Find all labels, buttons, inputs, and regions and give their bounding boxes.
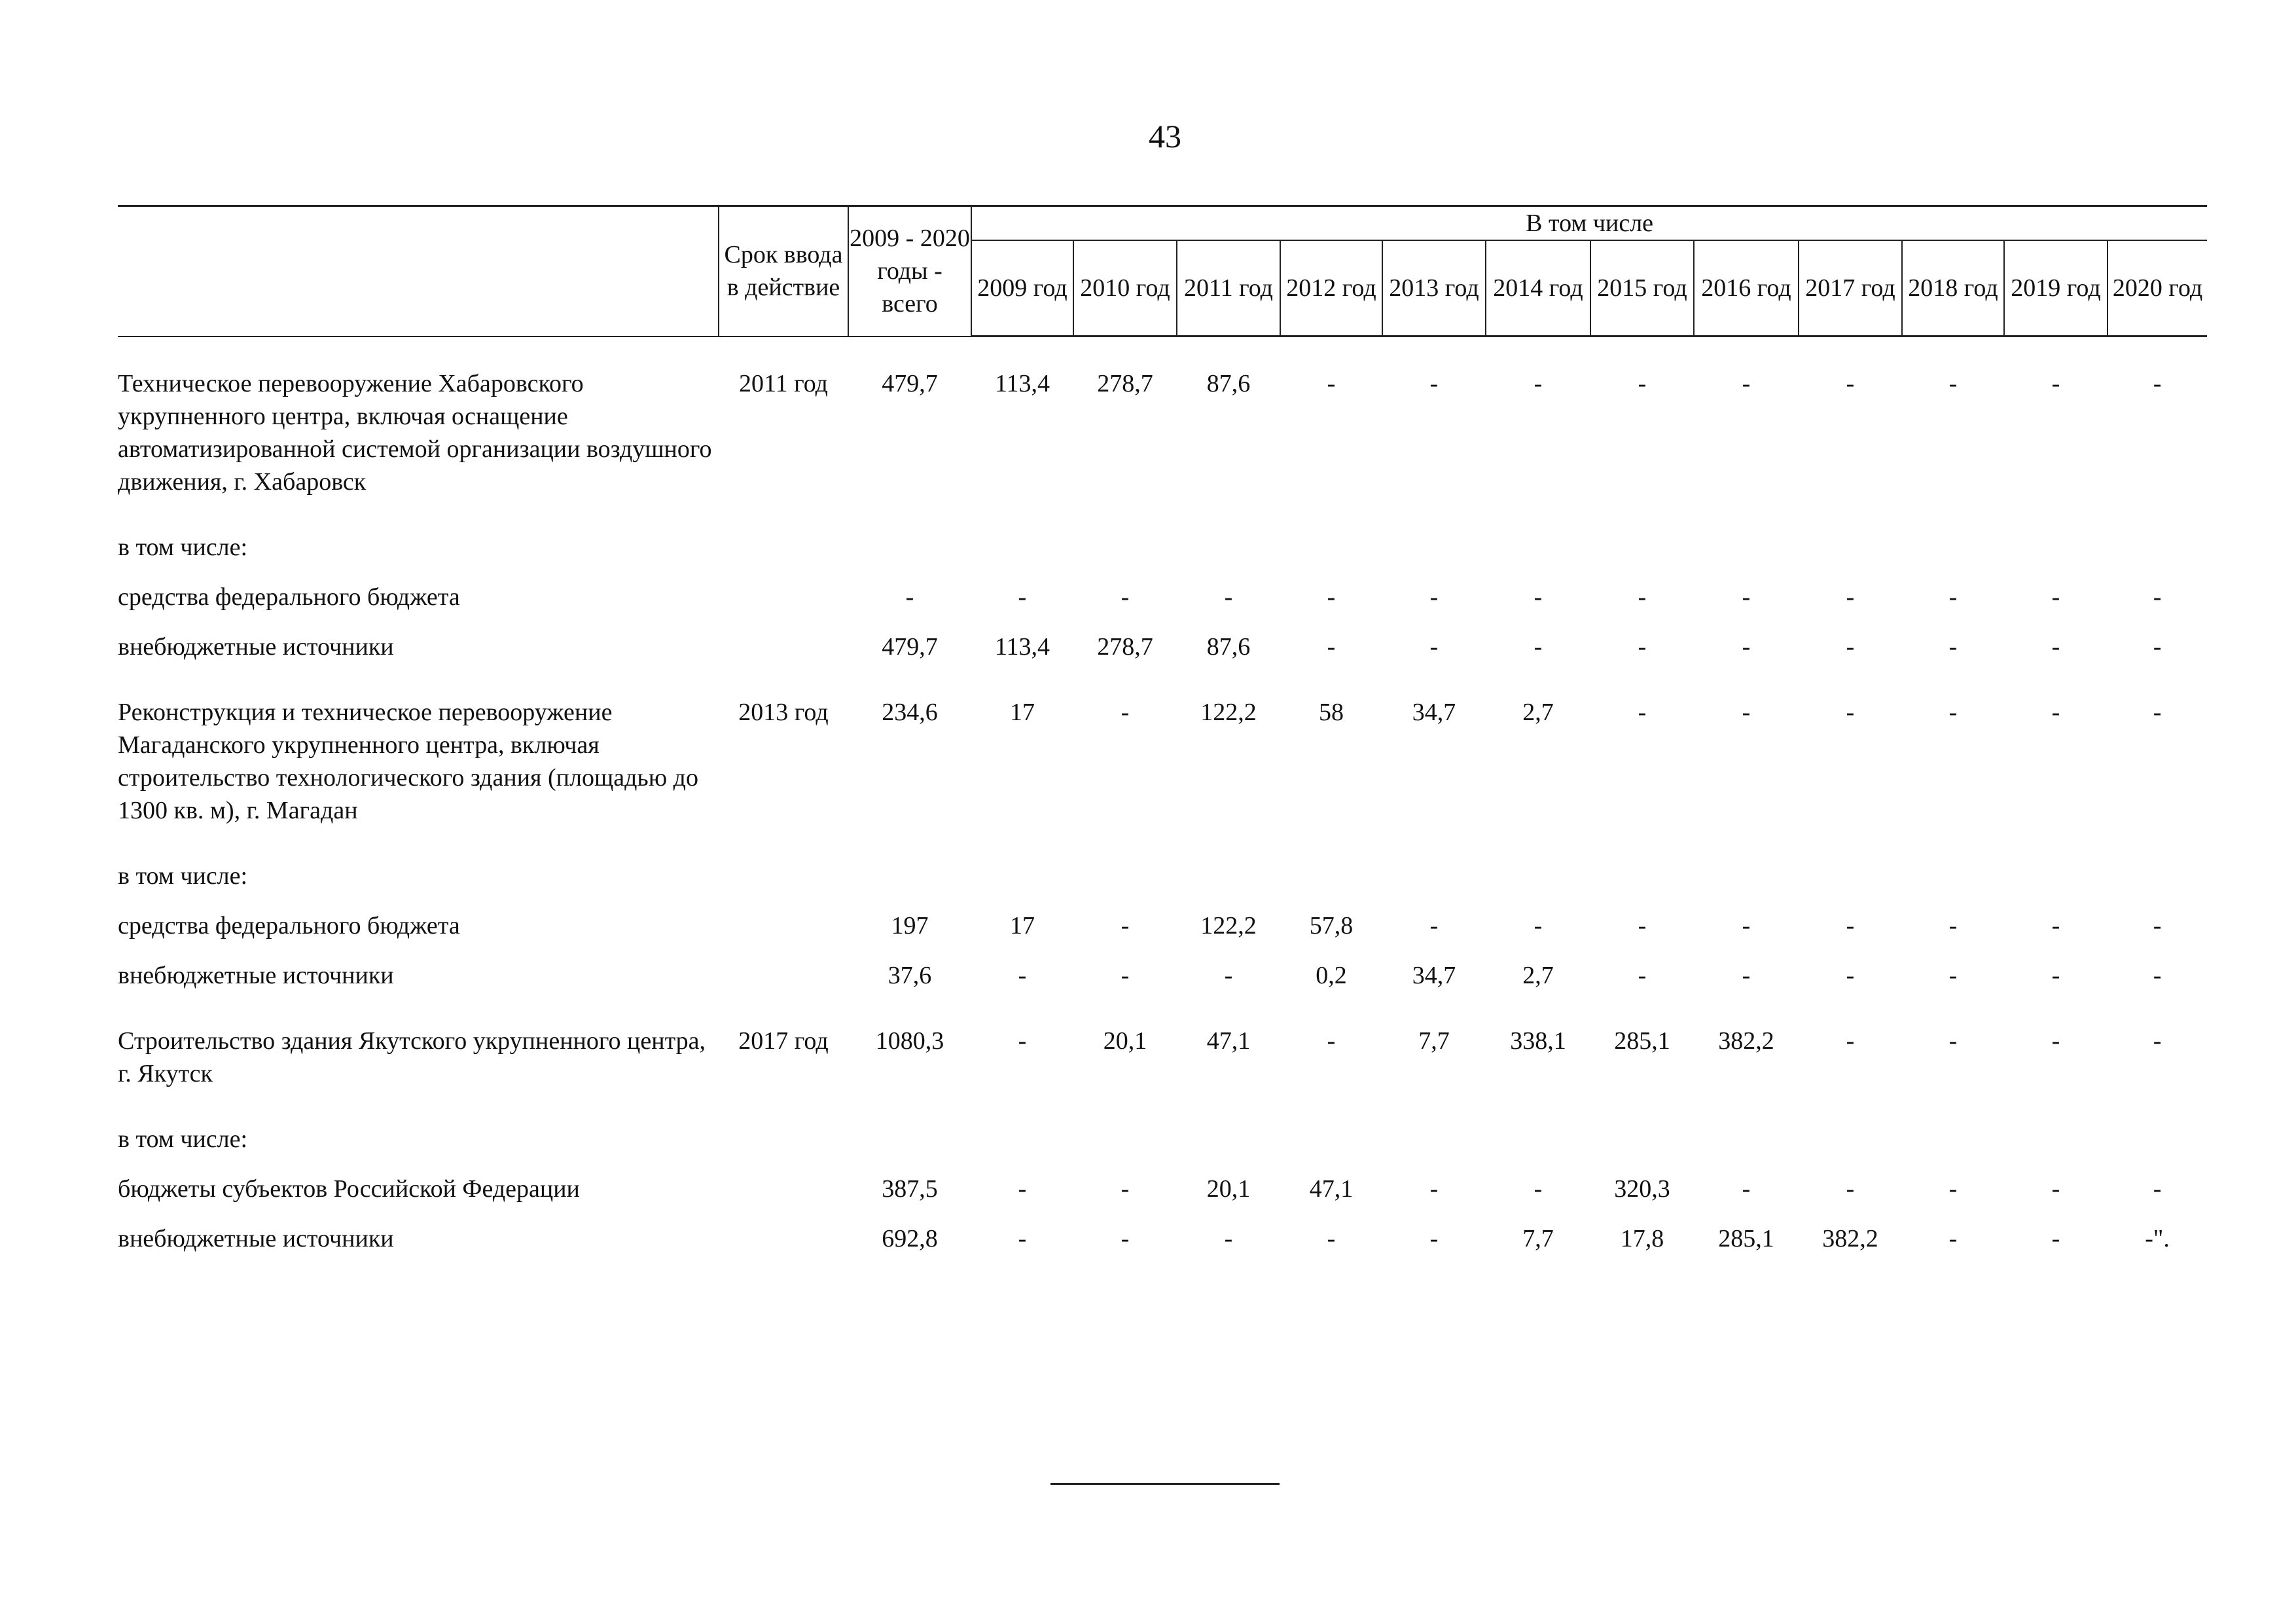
year-value: 34,7 bbox=[1412, 962, 1456, 989]
year-value: 0,2 bbox=[1316, 962, 1347, 989]
empty-cell bbox=[1486, 1123, 1590, 1156]
year-value: - bbox=[1534, 370, 1543, 397]
table-row bbox=[118, 531, 2207, 564]
row-total: 197 bbox=[891, 912, 929, 939]
empty-cell bbox=[1799, 1123, 1902, 1156]
year-value: - bbox=[2153, 583, 2162, 611]
empty-cell bbox=[1694, 531, 1799, 564]
year-value: - bbox=[1429, 633, 1439, 661]
row-srok: 2017 год bbox=[738, 1027, 829, 1055]
year-value: - bbox=[1638, 370, 1647, 397]
year-value: - bbox=[1948, 912, 1958, 939]
header-year: 2015 год bbox=[1590, 240, 1694, 337]
year-value: - bbox=[1948, 1225, 1958, 1252]
year-value: - bbox=[1846, 962, 1855, 989]
header-blank-cell bbox=[118, 206, 719, 337]
year-value: 47,1 bbox=[1206, 1027, 1251, 1055]
row-spacer bbox=[118, 827, 2207, 860]
empty-cell bbox=[1177, 860, 1280, 892]
row-total: 234,6 bbox=[882, 699, 938, 726]
table-row bbox=[118, 1123, 2207, 1156]
row-spacer bbox=[118, 892, 2207, 909]
investment-table bbox=[118, 205, 2207, 1255]
year-value: - bbox=[1327, 370, 1336, 397]
year-value: 34,7 bbox=[1412, 699, 1456, 726]
year-value: - bbox=[1121, 1175, 1130, 1203]
row-name: Строительство здания Якутского укрупненного центра, г. Якутск bbox=[118, 1027, 706, 1087]
year-value: - bbox=[2153, 699, 2162, 726]
year-value: 2,7 bbox=[1522, 962, 1554, 989]
row-spacer bbox=[118, 498, 2207, 531]
year-value: - bbox=[2153, 962, 2162, 989]
year-value: - bbox=[1846, 1175, 1855, 1203]
year-value: - bbox=[1638, 699, 1647, 726]
row-total: - bbox=[905, 583, 914, 611]
row-spacer bbox=[118, 992, 2207, 1025]
year-value: - bbox=[2051, 370, 2060, 397]
empty-cell bbox=[2108, 1123, 2207, 1156]
empty-cell bbox=[1177, 1123, 1280, 1156]
year-value: 17,8 bbox=[1620, 1225, 1664, 1252]
row-srok bbox=[719, 909, 848, 942]
empty-cell bbox=[971, 860, 1073, 892]
year-value: - bbox=[1948, 583, 1958, 611]
row-srok bbox=[719, 630, 848, 663]
year-value: - bbox=[1846, 912, 1855, 939]
year-value: - bbox=[1429, 912, 1439, 939]
year-value: - bbox=[1742, 962, 1751, 989]
year-value: 2,7 bbox=[1522, 699, 1554, 726]
year-value: 113,4 bbox=[994, 370, 1050, 397]
year-value: - bbox=[2051, 1225, 2060, 1252]
year-value: 113,4 bbox=[994, 633, 1050, 661]
year-value: - bbox=[2051, 1175, 2060, 1203]
table-row bbox=[118, 696, 2207, 827]
year-value: - bbox=[2051, 962, 2060, 989]
empty-cell bbox=[848, 860, 971, 892]
year-value: - bbox=[2051, 699, 2060, 726]
row-spacer bbox=[118, 1090, 2207, 1123]
year-value: - bbox=[1948, 962, 1958, 989]
year-value: - bbox=[2051, 583, 2060, 611]
year-value: 320,3 bbox=[1614, 1175, 1670, 1203]
year-value: - bbox=[1846, 370, 1855, 397]
empty-cell bbox=[719, 860, 848, 892]
year-value: 7,7 bbox=[1418, 1027, 1450, 1055]
year-value: - bbox=[1742, 912, 1751, 939]
year-value: 47,1 bbox=[1309, 1175, 1354, 1203]
year-value: - bbox=[1948, 1175, 1958, 1203]
row-name: внебюджетные источники bbox=[118, 1225, 394, 1252]
year-value: 382,2 bbox=[1718, 1027, 1774, 1055]
empty-cell bbox=[1694, 1123, 1799, 1156]
table-row bbox=[118, 1173, 2207, 1205]
header-year: 2020 год bbox=[2108, 240, 2207, 337]
year-value: 20,1 bbox=[1206, 1175, 1251, 1203]
year-value: - bbox=[1534, 583, 1543, 611]
header-year: 2010 год bbox=[1073, 240, 1177, 337]
empty-cell bbox=[2004, 1123, 2108, 1156]
year-value: - bbox=[2153, 1027, 2162, 1055]
row-srok bbox=[719, 581, 848, 613]
year-value: - bbox=[1948, 699, 1958, 726]
empty-cell bbox=[1694, 860, 1799, 892]
empty-cell bbox=[1590, 1123, 1694, 1156]
empty-cell bbox=[848, 531, 971, 564]
row-spacer bbox=[118, 613, 2207, 630]
row-srok: 2011 год bbox=[739, 370, 828, 397]
year-value: 87,6 bbox=[1206, 370, 1251, 397]
empty-cell bbox=[1382, 860, 1486, 892]
empty-cell bbox=[719, 531, 848, 564]
empty-cell bbox=[1280, 1123, 1382, 1156]
year-value: - bbox=[1846, 633, 1855, 661]
year-value: -". bbox=[2145, 1225, 2170, 1252]
empty-cell bbox=[971, 1123, 1073, 1156]
empty-cell bbox=[1382, 1123, 1486, 1156]
row-srok bbox=[719, 1222, 848, 1255]
header-year: 2018 год bbox=[1902, 240, 2004, 337]
year-value: 285,1 bbox=[1718, 1225, 1774, 1252]
table-row bbox=[118, 860, 2207, 892]
row-name: средства федерального бюджета bbox=[118, 912, 460, 939]
year-value: - bbox=[1224, 962, 1233, 989]
row-spacer bbox=[118, 337, 2207, 368]
year-value: - bbox=[1742, 583, 1751, 611]
row-srok bbox=[719, 1173, 848, 1205]
row-spacer bbox=[118, 1205, 2207, 1222]
empty-cell bbox=[1799, 531, 1902, 564]
row-total: 479,7 bbox=[882, 370, 938, 397]
year-value: - bbox=[1429, 370, 1439, 397]
table-row bbox=[118, 1025, 2207, 1090]
empty-cell bbox=[1590, 531, 1694, 564]
empty-cell bbox=[848, 1123, 971, 1156]
year-value: - bbox=[1846, 699, 1855, 726]
empty-cell bbox=[1073, 1123, 1177, 1156]
row-srok: 2013 год bbox=[738, 699, 829, 726]
year-value: - bbox=[1742, 633, 1751, 661]
empty-cell bbox=[1902, 1123, 2004, 1156]
year-value: - bbox=[1638, 633, 1647, 661]
year-value: 7,7 bbox=[1522, 1225, 1554, 1252]
year-value: - bbox=[1742, 699, 1751, 726]
header-year: 2016 год bbox=[1694, 240, 1799, 337]
year-value: - bbox=[1742, 370, 1751, 397]
row-name: бюджеты субъектов Российской Федерации bbox=[118, 1175, 580, 1203]
year-value: - bbox=[1224, 583, 1233, 611]
year-value: - bbox=[1121, 699, 1130, 726]
row-name: средства федерального бюджета bbox=[118, 583, 460, 611]
header-year: 2011 год bbox=[1177, 240, 1280, 337]
table-row bbox=[118, 959, 2207, 992]
year-value: - bbox=[1018, 1027, 1027, 1055]
year-value: - bbox=[2051, 1027, 2060, 1055]
year-value: 17 bbox=[1010, 699, 1035, 726]
page-number: 43 bbox=[1149, 118, 1181, 155]
year-value: - bbox=[1018, 583, 1027, 611]
empty-cell bbox=[1280, 860, 1382, 892]
including-label: в том числе: bbox=[118, 862, 248, 890]
empty-cell bbox=[1382, 531, 1486, 564]
year-value: 278,7 bbox=[1097, 370, 1153, 397]
row-name: Реконструкция и техническое перевооружение Магаданского укрупненного центра, включая строительство технологического здания (площадью до 1300 кв. м), г. Магадан bbox=[118, 699, 698, 824]
year-value: - bbox=[1018, 1225, 1027, 1252]
table-row bbox=[118, 1222, 2207, 1255]
year-value: - bbox=[1429, 1175, 1439, 1203]
empty-cell bbox=[1590, 860, 1694, 892]
year-value: - bbox=[1638, 912, 1647, 939]
year-value: - bbox=[2051, 633, 2060, 661]
table-row bbox=[118, 630, 2207, 663]
year-value: - bbox=[2153, 912, 2162, 939]
including-label: в том числе: bbox=[118, 534, 248, 561]
year-value: - bbox=[1948, 370, 1958, 397]
year-value: - bbox=[2153, 370, 2162, 397]
year-value: 122,2 bbox=[1200, 699, 1257, 726]
year-value: - bbox=[1121, 1225, 1130, 1252]
empty-cell bbox=[1073, 860, 1177, 892]
empty-cell bbox=[1073, 531, 1177, 564]
empty-cell bbox=[971, 531, 1073, 564]
year-value: 58 bbox=[1319, 699, 1344, 726]
empty-cell bbox=[719, 1123, 848, 1156]
year-value: - bbox=[1327, 1027, 1336, 1055]
year-value: 278,7 bbox=[1097, 633, 1153, 661]
empty-cell bbox=[1486, 531, 1590, 564]
year-value: 338,1 bbox=[1510, 1027, 1566, 1055]
year-value: - bbox=[1534, 912, 1543, 939]
year-value: - bbox=[1846, 583, 1855, 611]
year-value: 122,2 bbox=[1200, 912, 1257, 939]
year-value: - bbox=[1327, 1225, 1336, 1252]
empty-cell bbox=[1177, 531, 1280, 564]
header-year: 2009 год bbox=[971, 240, 1073, 337]
year-value: - bbox=[1638, 583, 1647, 611]
row-total: 1080,3 bbox=[875, 1027, 944, 1055]
empty-cell bbox=[1902, 860, 2004, 892]
row-name: внебюджетные источники bbox=[118, 962, 394, 989]
row-name: внебюджетные источники bbox=[118, 633, 394, 661]
header-year: 2013 год bbox=[1382, 240, 1486, 337]
empty-cell bbox=[1902, 531, 2004, 564]
row-total: 387,5 bbox=[882, 1175, 938, 1203]
empty-cell bbox=[1799, 860, 1902, 892]
row-srok bbox=[719, 959, 848, 992]
year-value: 285,1 bbox=[1614, 1027, 1670, 1055]
year-value: - bbox=[1638, 962, 1647, 989]
row-total: 479,7 bbox=[882, 633, 938, 661]
year-value: - bbox=[1121, 583, 1130, 611]
year-value: - bbox=[1429, 583, 1439, 611]
year-value: 20,1 bbox=[1103, 1027, 1147, 1055]
header-year: 2017 год bbox=[1799, 240, 1902, 337]
year-value: 57,8 bbox=[1309, 912, 1354, 939]
year-value: - bbox=[1224, 1225, 1233, 1252]
header-total: 2009 - 2020 годы - всего bbox=[848, 206, 971, 337]
row-spacer bbox=[118, 942, 2207, 959]
year-value: - bbox=[1948, 1027, 1958, 1055]
row-spacer bbox=[118, 564, 2207, 581]
empty-cell bbox=[2108, 531, 2207, 564]
row-total: 37,6 bbox=[888, 962, 932, 989]
year-value: - bbox=[1121, 912, 1130, 939]
year-value: - bbox=[2153, 1175, 2162, 1203]
empty-cell bbox=[1280, 531, 1382, 564]
header-srok: Срок ввода в действие bbox=[719, 206, 848, 337]
table-row bbox=[118, 367, 2207, 498]
row-name: Техническое перевооружение Хабаровского укрупненного центра, включая оснащение автоматизированной системой организации воздушного движения, г. Хабаровск bbox=[118, 370, 712, 496]
row-spacer bbox=[118, 663, 2207, 696]
year-value: - bbox=[1018, 1175, 1027, 1203]
including-label: в том числе: bbox=[118, 1125, 248, 1153]
year-value: - bbox=[1121, 962, 1130, 989]
table-row bbox=[118, 581, 2207, 613]
empty-cell bbox=[2108, 860, 2207, 892]
year-value: - bbox=[1534, 633, 1543, 661]
year-value: - bbox=[1742, 1175, 1751, 1203]
year-value: - bbox=[1429, 1225, 1439, 1252]
year-value: 17 bbox=[1010, 912, 1035, 939]
header-year: 2019 год bbox=[2004, 240, 2108, 337]
year-value: - bbox=[2153, 633, 2162, 661]
year-value: - bbox=[2051, 912, 2060, 939]
footer-rule bbox=[1050, 1483, 1280, 1485]
year-value: - bbox=[1327, 633, 1336, 661]
row-spacer bbox=[118, 1156, 2207, 1173]
header-including: В том числе bbox=[971, 206, 2207, 241]
empty-cell bbox=[1486, 860, 1590, 892]
year-value: - bbox=[1948, 633, 1958, 661]
empty-cell bbox=[2004, 860, 2108, 892]
empty-cell bbox=[2004, 531, 2108, 564]
year-value: - bbox=[1018, 962, 1027, 989]
year-value: 382,2 bbox=[1822, 1225, 1878, 1252]
year-value: 87,6 bbox=[1206, 633, 1251, 661]
year-value: - bbox=[1846, 1027, 1855, 1055]
header-year: 2012 год bbox=[1280, 240, 1382, 337]
row-total: 692,8 bbox=[882, 1225, 938, 1252]
year-value: - bbox=[1327, 583, 1336, 611]
table-row bbox=[118, 909, 2207, 942]
header-year: 2014 год bbox=[1486, 240, 1590, 337]
year-value: - bbox=[1534, 1175, 1543, 1203]
